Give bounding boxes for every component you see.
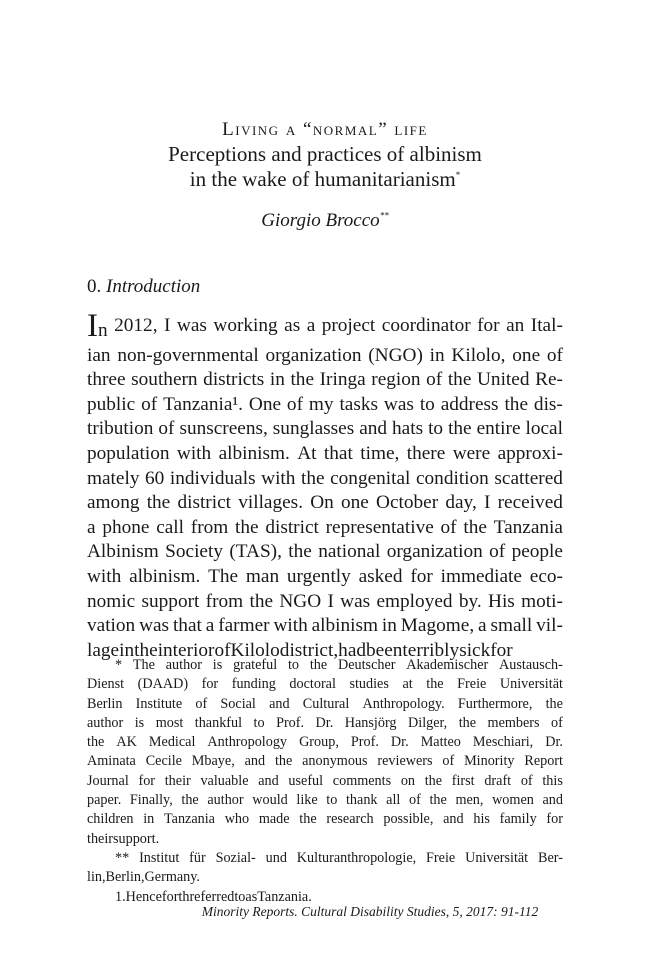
- body-line: lage in the interior of Kilolo district, had been terribly sick for: [87, 639, 513, 661]
- drop-cap: I: [87, 308, 98, 344]
- author-byline: [0, 210, 650, 232]
- body-line: a phone call from the district representative of the Tanzania: [87, 516, 563, 538]
- title-block: [0, 118, 650, 192]
- section-number: 0.: [87, 276, 102, 297]
- footnote-line: * The author is grateful to the Deutscher Akademischer Austausch-: [115, 657, 563, 673]
- body-line: tribution of sunscreens, sunglasses and hats to the entire local: [87, 418, 563, 440]
- body-text: [87, 308, 563, 663]
- author-footnote-mark: **: [379, 210, 389, 221]
- footnote-line: children in Tanzania who made the research possible, and his family for: [87, 811, 563, 828]
- footnote-line: Aminata Cecile Mbaye, and the anonymous reviewers of Minority Report: [87, 753, 563, 770]
- body-line: public of Tanzania¹. One of my tasks was to address the dis-: [87, 393, 563, 415]
- footnote-line: paper. Finally, the author would like to thank all of the men, women and: [87, 792, 563, 809]
- body-line: nomic support from the NGO I was employed by. His moti-: [87, 590, 563, 612]
- journal-citation: Minority Reports. Cultural Disability Studies, 5, 2017: 91-112: [201, 904, 539, 919]
- body-line: vation was that a farmer with albinism in Magome, a small vil-: [87, 615, 563, 637]
- body-line: Albinism Society (TAS), the national organization of people: [87, 541, 563, 563]
- body-line: among the district villages. On one October day, I received: [87, 492, 563, 514]
- body-line: mately 60 individuals with the congenital condition scattered: [87, 467, 563, 489]
- footnote-line: 1. Henceforth referred to as Tanzania.: [115, 888, 312, 905]
- footnote-line: lin, Berlin, Germany.: [87, 869, 200, 886]
- article-title: Living a “normal” life: [222, 119, 428, 140]
- footnote-line: their support.: [87, 830, 160, 847]
- footnote-line: author is most thankful to Prof. Dr. Hansjörg Dilger, the members of: [87, 714, 563, 731]
- footnote-line: the AK Medical Anthropology Group, Prof. Dr. Matteo Meschiari, Dr.: [87, 734, 563, 751]
- body-line: three southern districts in the Iringa region of the United Re-: [87, 369, 563, 391]
- footnotes: [87, 656, 563, 907]
- footnote-line: Dienst (DAAD) for funding doctoral studies at the Freie Universität: [87, 676, 563, 693]
- footnote-line: ** Institut für Sozial- und Kulturanthropologie, Freie Universität Ber-: [115, 849, 563, 866]
- article-subtitle-line-1: Perceptions and practices of albinism: [168, 142, 482, 166]
- body-line: with albinism. The man urgently asked for immediate eco-: [87, 565, 563, 587]
- article-subtitle-line-2: [0, 167, 650, 192]
- subtitle-text: in the wake of humanitarianism: [189, 167, 456, 191]
- footnote-line: Journal for their valuable and useful comments on the first draft of this: [87, 772, 563, 789]
- section-title: Introduction: [106, 276, 201, 297]
- body-line: In 2012, I was working as a project coordinator for an Ital-: [87, 308, 563, 344]
- body-line: ian non-governmental organization (NGO) in Kilolo, one of: [87, 344, 563, 366]
- body-line: population with albinism. At that time, there were approxi-: [87, 442, 563, 464]
- section-heading: [87, 276, 200, 298]
- subtitle-footnote-mark: *: [455, 170, 461, 180]
- author-name: Giorgio Brocco: [261, 210, 380, 231]
- footnote-line: Berlin Institute of Social and Cultural Anthropology. Furthermore, the: [87, 695, 563, 712]
